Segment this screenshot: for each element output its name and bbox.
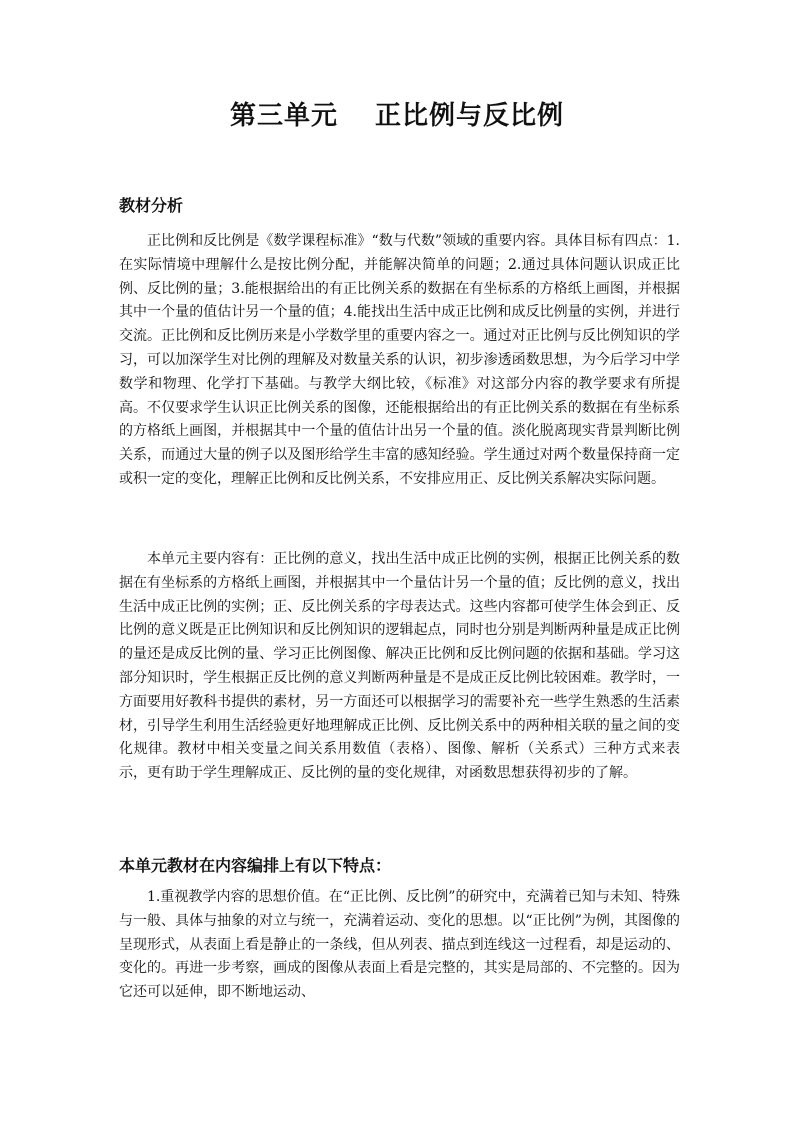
analysis-paragraph-1: 正比例和反比例是《数学课程标准》“数与代数”领域的重要内容。具体目标有四点：1.在实际情境中理解什么是按比例分配，并能解决简单的问题；2.通过具体问题认识成正比例、反比例的量；3.能根据给出的有正比例关系的数据在有坐标系的方格纸上画图，并根据其中一个量的值估计另一个量的值；4.能找出生活中成正比例和成反比例量的实例，并进行交流。正比例和反比例历来是小学数学里的重要内容之一。通过对正比例与反比例知识的学习，可以加深学生对比例的理解及对数量关系的认识，初步渗透函数思想，为今后学习中学数学和物理、化学打下基础。与教学大纲比较，《标准》对这部分内容的教学要求有所提高。不仅要求学生认识正比例关系的图像，还能根据给出的有正比例关系的数据在有坐标系的方格纸上画图，并根据其中一个量的值估计出另一个量的值。淡化脱离现实背景判断比例关系，而通过大量的例子以及图形给学生丰富的感知经验。学生通过对两个数量保持商一定或积一定的变化，理解正比例和反比例关系，不安排应用正、反比例关系解决实际问题。 bbox=[119, 233, 680, 487]
document-title: 第三单元 正比例与反比例 bbox=[229, 101, 565, 131]
features-paragraph-1: 1.重视教学内容的思想价值。在“正比例、反比例”的研究中，充满着已知与未知、特殊与一般、具体与抽象的对立与统一，充满着运动、变化的思想。以“正比例”为例，其图像的呈现形式，从表面上看是静止的一条线，但从列表、描点到连线这一过程看，却是运动的、变化的。再进一步考察，画成的图像从表面上看是完整的，其实是局部的、不完整的。因为它还可以延伸，即不断地运动、 bbox=[119, 889, 680, 1001]
section-heading-analysis: 教材分析 bbox=[119, 196, 184, 215]
analysis-paragraph-2: 本单元主要内容有：正比例的意义，找出生活中成正比例的实例，根据正比例关系的数据在有坐标系的方格纸上画图，并根据其中一个量估计另一个量的值；反比例的意义，找出生活中成正比例的实例；正、反比例关系的字母表达式。这些内容都可使学生体会到正、反比例的意义既是正比例知识和反比例知识的逻辑起点，同时也分别是判断两种量是成正比例的量还是成反比例的量、学习正比例图像、解决正比例和反比例问题的依据和基础。学习这部分知识时，学生根据正反比例的意义判断两种量是不是成正反比例比较困难。教学时，一方面要用好教科书提供的素材，另一方面还可以根据学习的需要补充一些学生熟悉的生活素材，引导学生利用生活经验更好地理解成正比例、反比例关系中的两种相关联的量之间的变化规律。教材中相关变量之间关系用数值（表格）、图像、解析（关系式）三种方式来表示，更有助于学生理解成正、反比例的量的变化规律，对函数思想获得初步的了解。 bbox=[119, 551, 680, 782]
section-heading-features: 本单元教材在内容编排上有以下特点： bbox=[119, 856, 392, 875]
